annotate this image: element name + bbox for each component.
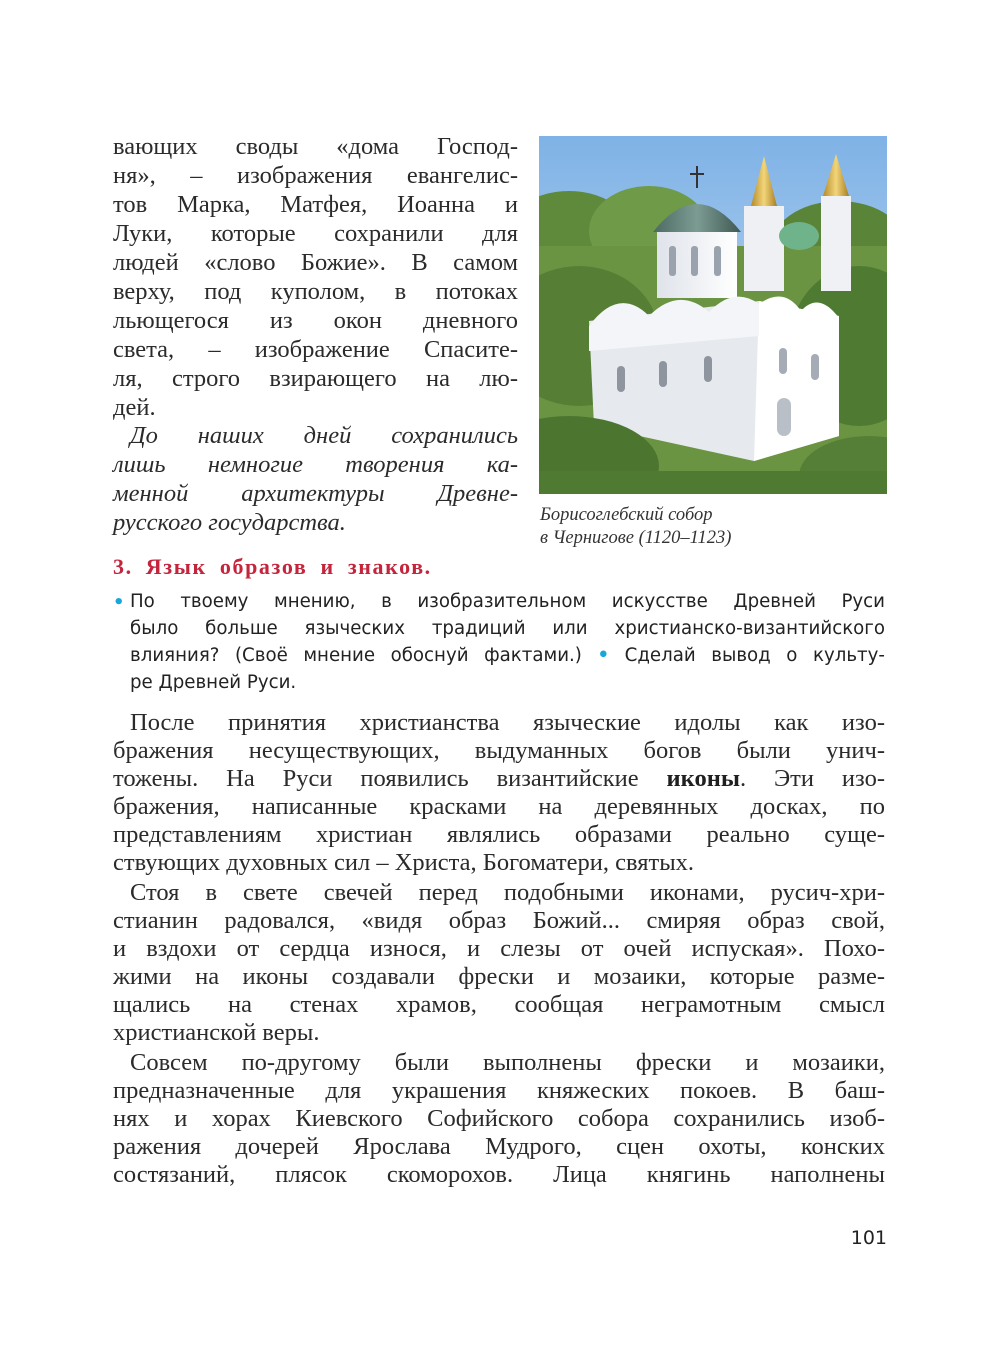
text-line: ня», – изображения евангелис- — [113, 162, 518, 189]
text-line: Луки, которые сохранили для — [113, 220, 518, 247]
task-text: Сделай вывод о культу- — [624, 645, 885, 666]
text-line: льющегося из окон дневного — [113, 307, 518, 334]
text-line: ствующих духовных сил – Христа, Богоматери, святых. — [113, 849, 695, 876]
task-line: По твоему мнению, в изобразительном искусстве Древней Руси — [130, 591, 885, 612]
italic-line: До наших дней сохранились — [130, 422, 518, 449]
italic-line: менной архитектуры Древне- — [113, 480, 518, 507]
text-line: состязаний, плясок скоморохов. Лица княгинь наполнены — [113, 1161, 885, 1188]
bullet-icon: • — [113, 592, 125, 613]
text-line: После принятия христианства языческие идолы как изо- — [130, 709, 885, 736]
task-line: ре Древней Руси. — [130, 672, 297, 693]
task-line — [130, 642, 885, 669]
cathedral-illustration — [539, 136, 887, 494]
text-line: ражения дочерей Ярослава Мудрого, сцен охоты, конских — [113, 1133, 885, 1160]
photo-caption-line: в Чернигове (1120–1123) — [540, 528, 732, 548]
text-line: христианской веры. — [113, 1019, 320, 1046]
page-number: 101 — [850, 1227, 887, 1249]
text-line: тожены. На Руси появились византийские иконы. Эти изо- — [113, 765, 885, 792]
italic-line: лишь немногие творения ка- — [113, 451, 518, 478]
text-line: вающих своды «дома Господ- — [113, 133, 518, 160]
text-line: щались на стенах храмов, сообщая неграмотным смысл — [113, 991, 885, 1018]
task-line: было больше языческих традиций или христианско-византийского — [130, 618, 885, 639]
text-line: стианин радовался, «видя образ Божий... смиряя образ свой, — [113, 907, 885, 934]
section-title: 3. Язык образов и знаков. — [113, 554, 432, 579]
text-line: тов Марка, Матфея, Иоанна и — [113, 191, 518, 218]
text-line: бражения несуществующих, выдуманных богов были унич- — [113, 737, 885, 764]
text-line: ля, строго взирающего на лю- — [113, 365, 518, 392]
italic-line: русского государства. — [113, 509, 346, 536]
photo-caption-line: Борисоглебский собор — [540, 505, 713, 525]
text-line: представлениям христиан являлись образами реально суще- — [113, 821, 885, 848]
text-line: Стоя в свете свечей перед подобными иконами, русич-хри- — [130, 879, 885, 906]
text-line: жими на иконы создавали фрески и мозаики, которые разме- — [113, 963, 885, 990]
text-line: верху, под куполом, в потоках — [113, 278, 518, 305]
bullet-icon: • — [597, 645, 610, 666]
term-bold: иконы — [666, 765, 740, 792]
text-line: нях и хорах Киевского Софийского собора сохранились изоб- — [113, 1105, 885, 1132]
task-text: влияния? (Своё мнение обоснуй фактами.) — [130, 645, 582, 666]
cathedral-photo — [539, 136, 887, 494]
text-line: дей. — [113, 394, 156, 421]
text-line: людей «слово Божие». В самом — [113, 249, 518, 276]
text-line: бражения, написанные красками на деревянных досках, по — [113, 793, 885, 820]
text-line: света, – изображение Спасите- — [113, 336, 518, 363]
text-line: предназначенные для украшения княжеских покоев. В баш- — [113, 1077, 885, 1104]
text-line: Совсем по-другому были выполнены фрески и мозаики, — [130, 1049, 885, 1076]
text-line: и вздохи от сердца износя, и слезы от очей испуская». Похо- — [113, 935, 885, 962]
